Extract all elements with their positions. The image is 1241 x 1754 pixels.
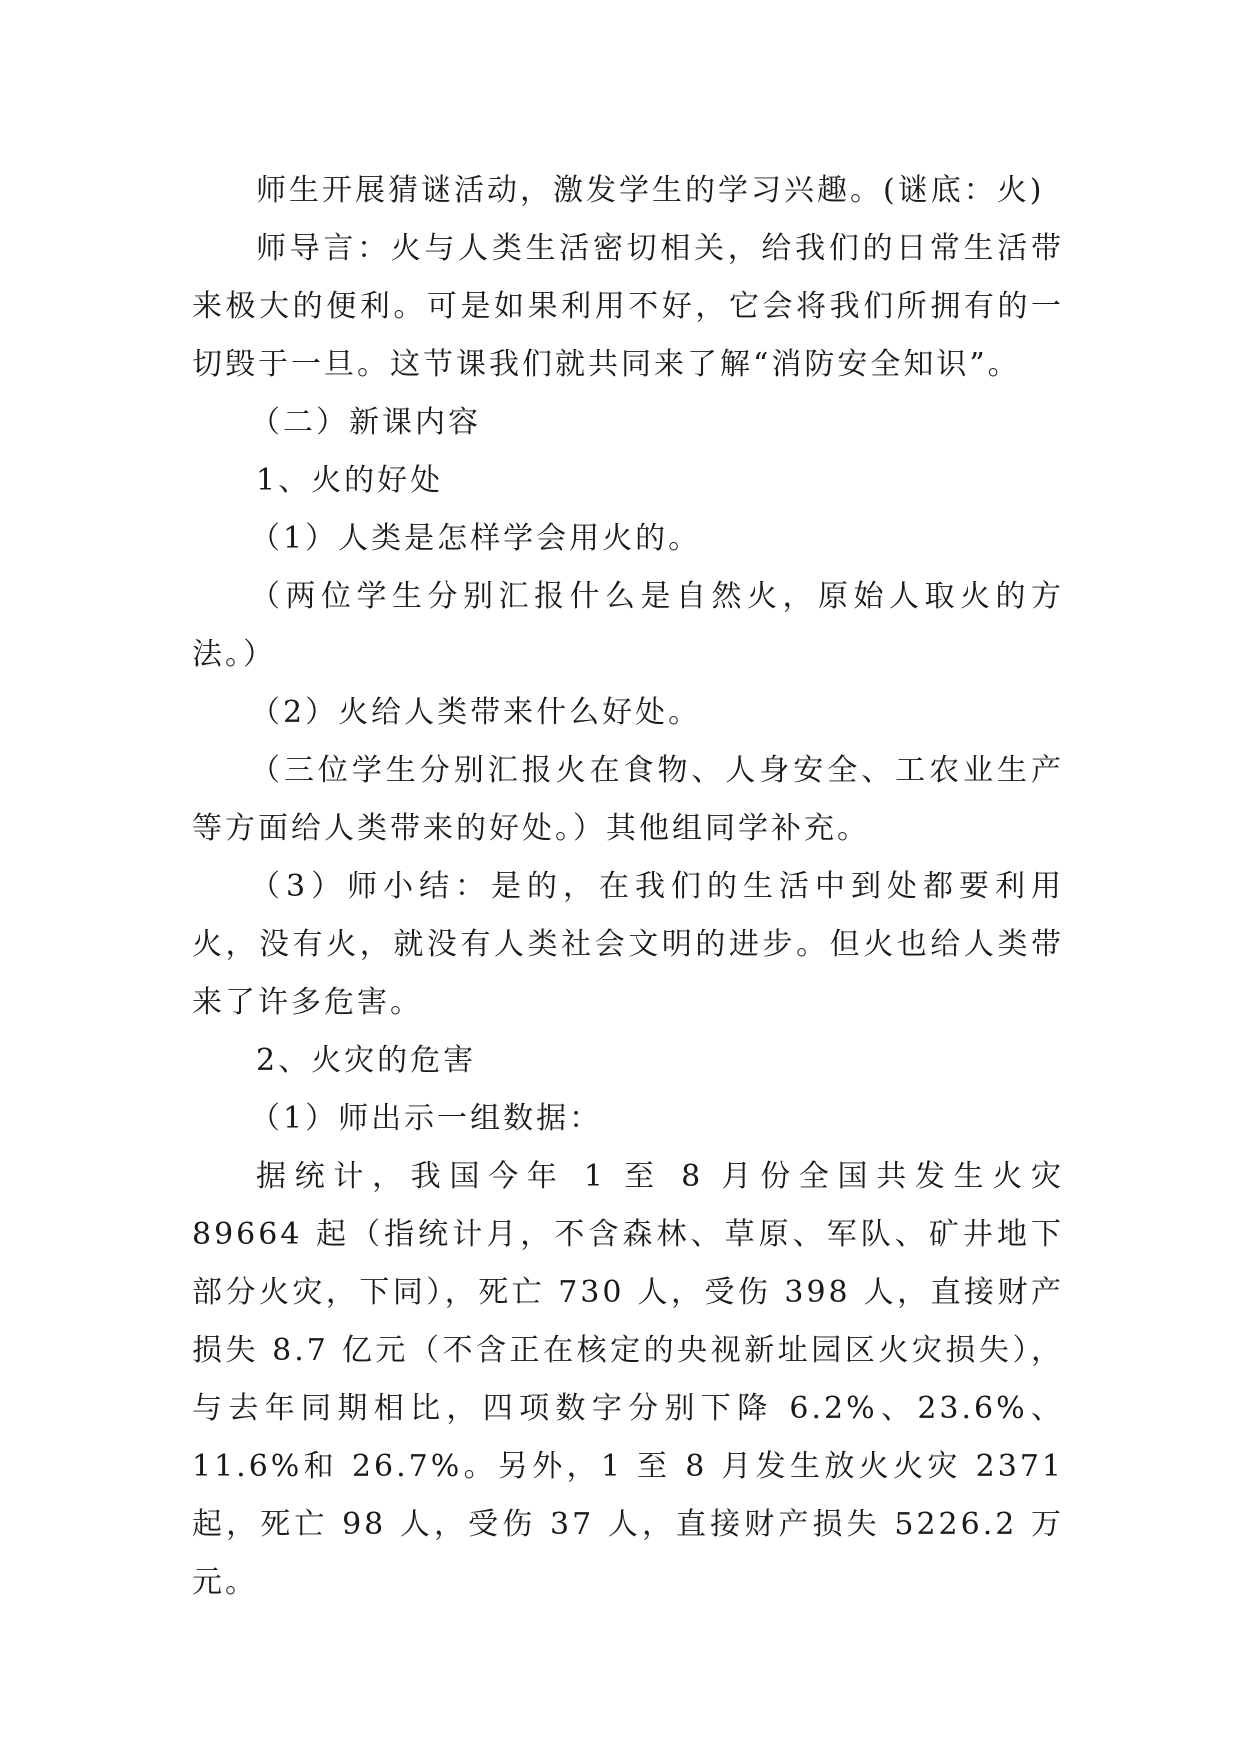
section-heading-new-lesson: （二）新课内容 bbox=[250, 405, 481, 440]
subheading-benefits-of-fire: 1、火的好处 bbox=[256, 463, 444, 498]
item-fire-benefits: （2）火给人类带来什么好处。 bbox=[250, 695, 702, 730]
item-teacher-summary: （3）师小结：是的，在我们的生活中到处都要利用火，没有火，就没有人类社会文明的进步。但火也给人类带来了许多危害。 bbox=[192, 869, 1064, 1020]
item-teacher-shows-data: （1）师出示一组数据： bbox=[250, 1101, 603, 1136]
subheading-fire-hazards: 2、火灾的危害 bbox=[256, 1043, 477, 1078]
paragraph-three-students-report: （三位学生分别汇报火在食物、人身安全、工农业生产等方面给人类带来的好处。）其他组同学补充。 bbox=[192, 753, 1064, 846]
paragraph-teacher-intro: 师导言：火与人类生活密切相关，给我们的日常生活带来极大的便利。可是如果利用不好，它会将我们所拥有的一切毁于一旦。这节课我们就共同来了解“消防安全知识”。 bbox=[192, 231, 1064, 382]
paragraph-two-students-report: （两位学生分别汇报什么是自然火，原始人取火的方法。） bbox=[192, 579, 1064, 672]
paragraph-riddle: 师生开展猜谜活动，激发学生的学习兴趣。(谜底：火) bbox=[256, 173, 1045, 208]
paragraph-fire-statistics: 据统计，我国今年 1 至 8 月份全国共发生火灾 89664 起（指统计月，不含森林、草原、军队、矿井地下部分火灾，下同），死亡 730 人，受伤 398 人，直接财产损失 8.7 亿元（不含正在核定的央视新址园区火灾损失），与去年同期相比，四项数字分别下降 6.2%、23.6%、11.6%和 26.7%。另外，1 至 8 月发生放火火灾 2371 起，死亡 98 人，受伤 37 人，直接财产损失 5226.2 万元。 bbox=[192, 1159, 1064, 1600]
item-how-humans-learned-fire: （1）人类是怎样学会用火的。 bbox=[250, 521, 702, 556]
document-body bbox=[192, 162, 1064, 1612]
